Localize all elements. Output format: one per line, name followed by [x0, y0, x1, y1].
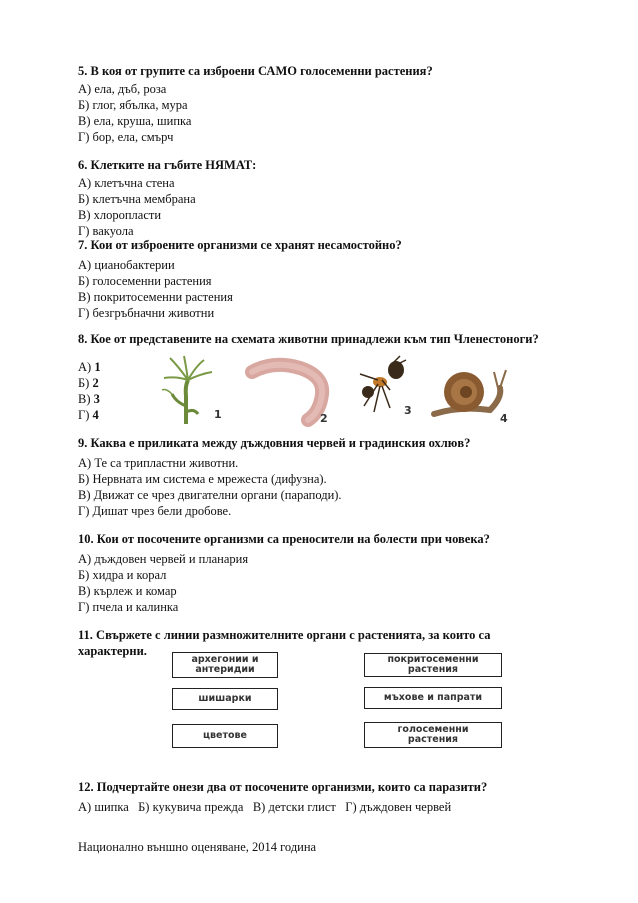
- question-10-option-b: Б) хидра и корал: [78, 568, 167, 582]
- question-9-option-c: В) Движат се чрез двигателни органи (параподи).: [78, 488, 342, 502]
- question-12-options: А) шипка Б) кукувича прежда В) детски глист Г) дъждовен червей: [78, 800, 452, 814]
- option-value: 4: [92, 408, 99, 422]
- question-10-option-c: В) кърлеж и комар: [78, 584, 177, 598]
- question-7-title: 7. Кои от изброените организми се хранят несамостойно?: [78, 238, 402, 252]
- question-5-option-c: В) ела, круша, шипка: [78, 114, 192, 128]
- question-9-title: 9. Каква е приликата между дъждовния червей и градинския охлюв?: [78, 436, 471, 450]
- option-prefix: А): [78, 360, 95, 374]
- image-number-1: 1: [214, 408, 222, 421]
- question-11-title-line2: характерни.: [78, 644, 147, 658]
- match-left-box-1[interactable]: архегонии и антеридии: [172, 652, 278, 678]
- question-9-option-b: Б) Нервната им система е мрежеста (дифузна).: [78, 472, 327, 486]
- ant-icon: [350, 356, 410, 418]
- match-left-box-3[interactable]: цветове: [172, 724, 278, 748]
- match-right-box-3[interactable]: голосеменни растения: [364, 722, 502, 748]
- question-12-title: 12. Подчертайте онези два от посочените организми, които са паразити?: [78, 780, 488, 794]
- question-10-title: 10. Кои от посочените организми са преносители на болести при човека?: [78, 532, 490, 546]
- option-value: 1: [94, 360, 101, 374]
- question-8-title: 8. Кое от представените на схемата животни принадлежи към тип Членестоноги?: [78, 332, 539, 346]
- question-8-option-d: [78, 408, 99, 423]
- question-5-title: 5. В коя от групите са изброени САМО голосеменни растения?: [78, 64, 433, 78]
- question-8-option-b: [78, 376, 99, 391]
- snail-icon: [430, 358, 510, 420]
- question-5-option-a: А) ела, дъб, роза: [78, 82, 167, 96]
- option-prefix: Г): [78, 408, 93, 422]
- question-6-option-b: Б) клетъчна мембрана: [78, 192, 196, 206]
- question-9-option-a: А) Те са трипластни животни.: [78, 456, 239, 470]
- option-value: 3: [93, 392, 100, 406]
- question-7-option-d: Г) безгръбначни животни: [78, 306, 215, 320]
- image-number-3: 3: [404, 404, 412, 417]
- image-number-2: 2: [320, 412, 328, 425]
- question-11-title-line1: 11. Свържете с линии размножителните органи с растенията, за които са: [78, 628, 491, 642]
- match-right-box-1[interactable]: покритосеменни растения: [364, 653, 502, 677]
- question-8-option-a: [78, 360, 101, 375]
- question-10-option-a: А) дъждовен червей и планария: [78, 552, 249, 566]
- question-6-option-a: А) клетъчна стена: [78, 176, 175, 190]
- question-6-title: 6. Клетките на гъбите НЯМАТ:: [78, 158, 257, 172]
- image-number-4: 4: [500, 412, 508, 425]
- question-8-option-c: [78, 392, 100, 407]
- question-7-option-c: В) покритосеменни растения: [78, 290, 233, 304]
- option-prefix: Б): [78, 376, 93, 390]
- question-5-option-d: Г) бор, ела, смърч: [78, 130, 174, 144]
- question-9-option-d: Г) Дишат чрез бели дробове.: [78, 504, 232, 518]
- question-10-option-d: Г) пчела и калинка: [78, 600, 179, 614]
- option-prefix: В): [78, 392, 94, 406]
- option-value: 2: [92, 376, 99, 390]
- match-left-box-2[interactable]: шишарки: [172, 688, 278, 710]
- page-footer: Национално външно оценяване, 2014 година: [78, 840, 317, 854]
- question-6-option-c: В) хлоропласти: [78, 208, 162, 222]
- question-7-option-b: Б) голосеменни растения: [78, 274, 212, 288]
- question-5-option-b: Б) глог, ябълка, мура: [78, 98, 188, 112]
- question-6-option-d: Г) вакуола: [78, 224, 134, 238]
- question-7-option-a: А) цианобактерии: [78, 258, 175, 272]
- match-right-box-2[interactable]: мъхове и папрати: [364, 687, 502, 709]
- hydra-icon: [158, 356, 218, 426]
